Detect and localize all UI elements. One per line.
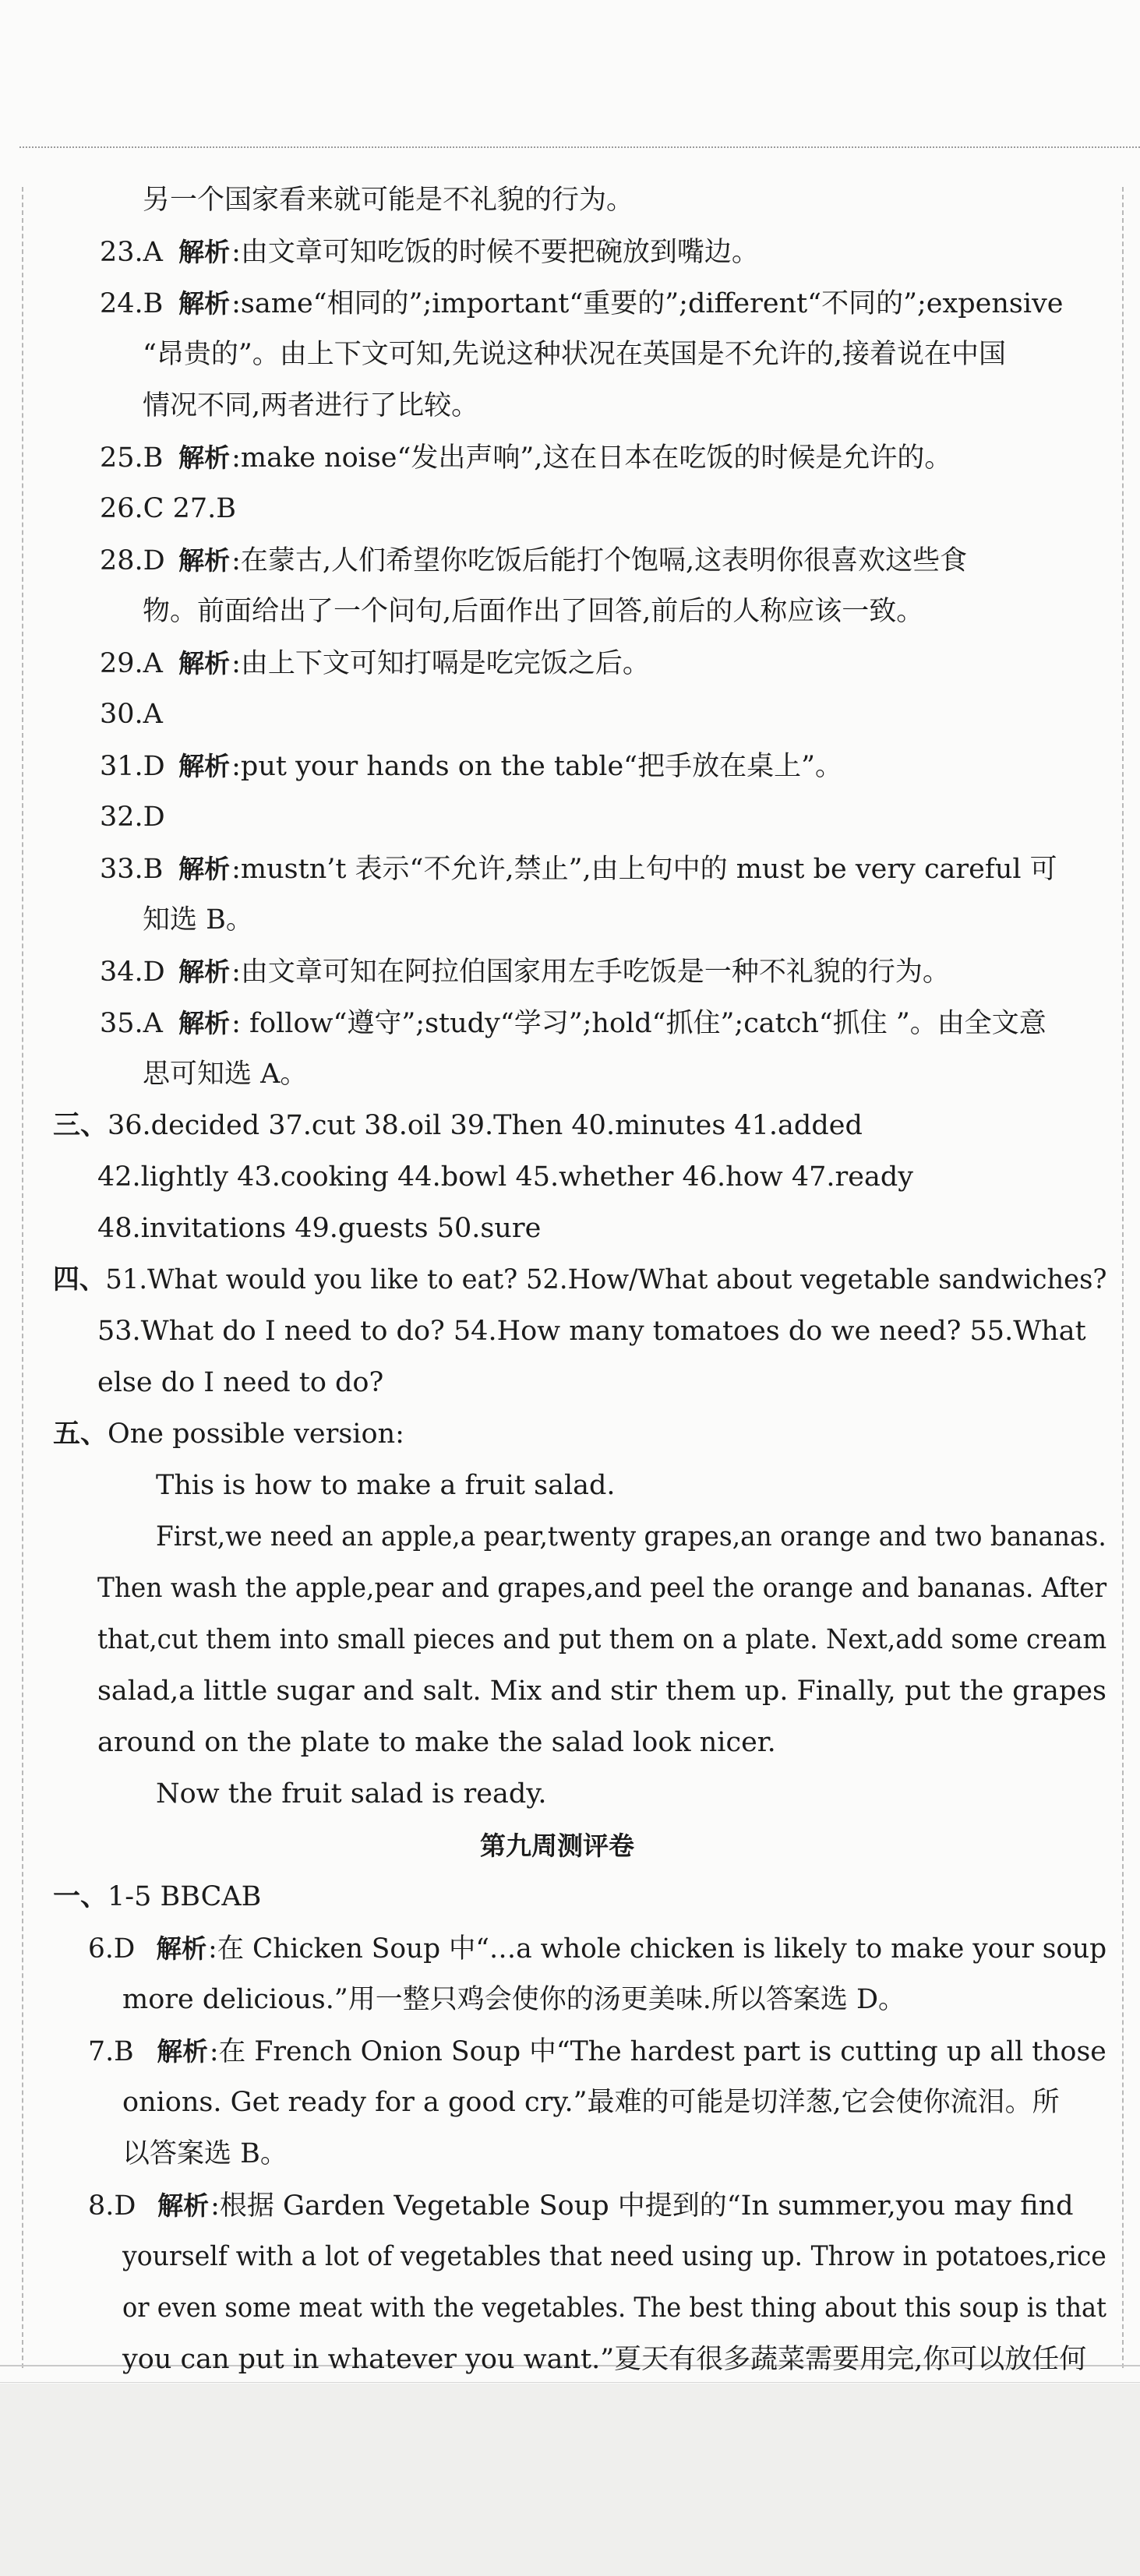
page-bottom-margin (0, 2384, 1140, 2576)
analysis-label: 解析 (178, 854, 231, 884)
line-text: else do I need to do? (97, 1367, 384, 1398)
answer-26-27 (100, 484, 236, 534)
analysis-text: : follow“遵守”;study“学习”;hold“抓住”;catch“抓住 ”。由全文意 (231, 1008, 1046, 1039)
section-3-line-2 (97, 1152, 913, 1203)
week9-answer-6 (88, 1923, 1106, 1974)
line-text: onions. Get ready for a good cry.”最难的可能是切洋葱,它会使你流泪。所 (122, 2087, 1060, 2118)
line-text: 53.What do I need to do? 54.How many tomatoes do we need? 55.What (97, 1316, 1086, 1347)
section-4-line-1 (53, 1255, 1106, 1306)
answer-29 (100, 638, 650, 689)
answer-number: 7.B (88, 2036, 134, 2067)
analysis-text: :在 Chicken Soup 中“…a whole chicken is likely to make your soup (208, 1933, 1107, 1965)
answer-28 (100, 535, 967, 586)
line-text: This is how to make a fruit salad. (156, 1470, 616, 1501)
line-text: 以答案选 B。 (122, 2138, 288, 2169)
line-text: 知选 B。 (143, 904, 253, 936)
analysis-text: :由上下文可知打嗝是吃完饭之后。 (231, 648, 650, 679)
analysis-text: :在 French Onion Soup 中“The hardest part is cutting up all those (209, 2036, 1106, 2067)
section-marker: 三、 (53, 1110, 108, 1141)
line-text: “昂贵的”。由上下文可知,先说这种状况在英国是不允许的,接着说在中国 (143, 339, 1007, 370)
line-text: Now the fruit salad is ready. (156, 1778, 547, 1810)
page-title: 第九周测评卷 (480, 1831, 634, 1861)
analysis-label: 解析 (156, 1933, 207, 1964)
analysis-label: 解析 (157, 2190, 210, 2221)
answer-number: 23.A (100, 237, 163, 268)
section-marker: 四、 (53, 1264, 106, 1295)
text-line (122, 2129, 288, 2180)
text-line (122, 2077, 1060, 2128)
answer-number: 25.B (100, 442, 164, 474)
line-text: 30.A (100, 699, 163, 730)
text-line (143, 587, 923, 637)
text-line (143, 895, 253, 946)
answer-number: 24.B (100, 288, 164, 319)
text-line (143, 381, 478, 432)
analysis-label: 解析 (157, 2036, 208, 2067)
text-line (143, 175, 634, 226)
analysis-label: 解析 (178, 1008, 231, 1038)
analysis-label: 解析 (178, 648, 231, 678)
line-text: 物。前面给出了一个问句,后面作出了回答,前后的人称应该一致。 (143, 596, 924, 627)
answer-33 (100, 844, 1057, 894)
answer-number: 28.D (100, 545, 165, 576)
week9-section-1 (53, 1872, 261, 1922)
analysis-text: :由文章可知在阿拉伯国家用左手吃饭是一种不礼貌的行为。 (231, 957, 950, 988)
line-text: 1-5 BBCAB (108, 1881, 262, 1912)
essay-line (156, 1461, 616, 1511)
analysis-label: 解析 (178, 545, 231, 576)
essay-line (156, 1512, 1106, 1563)
section-4-line-3 (97, 1358, 383, 1408)
answer-24 (100, 278, 1064, 329)
line-text: One possible version: (108, 1418, 404, 1450)
line-text: 36.decided 37.cut 38.oil 39.Then 40.minutes 41.added (108, 1110, 863, 1141)
line-text: First,we need an apple,a pear,twenty grapes,an orange and two bananas. (156, 1521, 1106, 1552)
answer-number: 29.A (100, 648, 163, 679)
answer-number: 8.D (88, 2190, 136, 2222)
essay-line (156, 1769, 547, 1820)
answer-32 (100, 792, 165, 843)
week9-answer-7 (88, 2026, 1106, 2077)
left-margin-rule (22, 187, 23, 2368)
analysis-label: 解析 (178, 751, 231, 781)
analysis-label: 解析 (178, 288, 231, 319)
line-text: 另一个国家看来就可能是不礼貌的行为。 (143, 185, 634, 216)
essay-line (97, 1563, 1106, 1614)
analysis-text: :same“相同的”;important“重要的”;different“不同的”;expensive (231, 288, 1064, 319)
essay-line (97, 1615, 1106, 1665)
answer-number: 6.D (88, 1933, 136, 1965)
answer-number: 35.A (100, 1008, 163, 1039)
analysis-text: :make noise“发出声响”,这在日本在吃饭的时候是允许的。 (231, 442, 952, 474)
analysis-text: :put your hands on the table“把手放在桌上”。 (231, 751, 842, 782)
line-text: 42.lightly 43.cooking 44.bowl 45.whether 46.how 47.ready (97, 1161, 914, 1193)
section-title (480, 1820, 634, 1871)
section-3-line-3 (97, 1203, 541, 1254)
answer-number: 31.D (100, 751, 165, 782)
analysis-label: 解析 (178, 957, 231, 987)
section-5-line-1 (53, 1409, 404, 1460)
line-text: 32.D (100, 802, 165, 833)
text-line (122, 2232, 1106, 2282)
analysis-text: :mustn’t 表示“不允许,禁止”,由上句中的 must be very careful 可 (231, 854, 1057, 885)
analysis-label: 解析 (178, 442, 231, 473)
text-line (143, 1049, 307, 1100)
section-3-line-1 (53, 1101, 863, 1151)
line-text: salad,a little sugar and salt. Mix and stir them up. Finally, put the grapes (97, 1676, 1106, 1707)
analysis-text: :由文章可知吃饭的时候不要把碗放到嘴边。 (231, 237, 759, 268)
essay-line (97, 1718, 776, 1768)
section-4-line-2 (97, 1306, 1086, 1357)
line-text: 思可知选 A。 (143, 1059, 308, 1090)
line-text: 48.invitations 49.guests 50.sure (97, 1213, 542, 1244)
text-line (122, 2283, 1106, 2334)
analysis-label: 解析 (178, 237, 231, 267)
answer-number: 33.B (100, 854, 164, 885)
line-text: 情况不同,两者进行了比较。 (143, 390, 479, 421)
answer-30 (100, 689, 163, 740)
answer-number: 34.D (100, 957, 165, 988)
text-line (143, 329, 1006, 380)
section-marker: 五、 (53, 1418, 108, 1450)
answer-31 (100, 741, 842, 791)
right-margin-rule (1122, 187, 1124, 2368)
line-text: Then wash the apple,pear and grapes,and peel the orange and bananas. After (97, 1573, 1107, 1604)
analysis-text: :根据 Garden Vegetable Soup 中提到的“In summer,you may find (210, 2190, 1074, 2222)
line-text: or even some meat with the vegetables. The best thing about this soup is that (122, 2292, 1106, 2324)
top-divider (19, 146, 1140, 148)
line-text: more delicious.”用一整只鸡会使你的汤更美味.所以答案选 D。 (122, 1984, 906, 2015)
line-text: 26.C 27.B (100, 493, 236, 524)
line-text: that,cut them into small pieces and put them on a plate. Next,add some cream (97, 1624, 1107, 1655)
analysis-text: :在蒙古,人们希望你吃饭后能打个饱嗝,这表明你很喜欢这些食 (231, 545, 968, 576)
week9-answer-8 (88, 2180, 1074, 2231)
essay-line (97, 1666, 1106, 1717)
answer-34 (100, 946, 950, 997)
text-line (122, 1975, 905, 2025)
answer-25 (100, 432, 951, 483)
answer-23 (100, 227, 759, 277)
line-text: 51.What would you like to eat? 52.How/What about vegetable sandwiches? (105, 1264, 1107, 1295)
line-text: you can put in whatever you want.”夏天有很多蔬菜需要用完,你可以放任何 (122, 2344, 1087, 2375)
line-text: around on the plate to make the salad look nicer. (97, 1727, 776, 1758)
text-line (122, 2335, 1086, 2385)
line-text: yourself with a lot of vegetables that need using up. Throw in potatoes,rice (122, 2241, 1106, 2272)
section-marker: 一、 (53, 1881, 108, 1912)
answer-35 (100, 998, 1046, 1048)
